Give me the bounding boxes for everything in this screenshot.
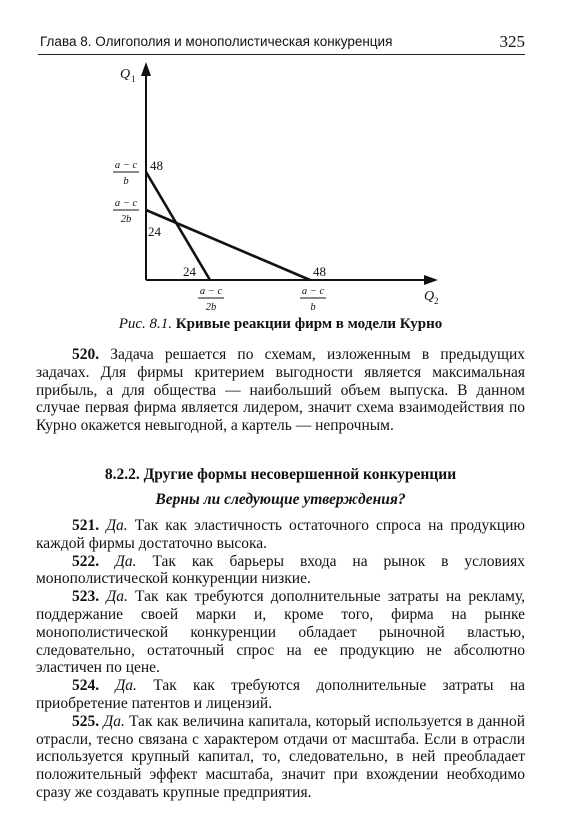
page-number: 325 <box>499 32 525 51</box>
svg-text:2b: 2b <box>120 214 132 225</box>
svg-text:a − c: a − c <box>114 198 138 209</box>
paragraph-text: Задача решается по схемам, изложенным в предыдущих задачах. Для фирмы критерием выгодности является максимальная прибыль, а для общества — наибольший объем выпуска. В данном случае первая фирма является лидером, значит схема взаимодействия по Курно окажется невыгодной, а картель — непрочным. <box>36 346 525 435</box>
x-axis-arrow <box>424 275 438 285</box>
paragraph-520 <box>36 346 525 435</box>
svg-text:a − c: a − c <box>199 286 223 297</box>
y-axis-label: Q <box>120 67 131 82</box>
section-subheading: Верны ли следующие утверждения? <box>155 491 406 508</box>
cournot-reaction-figure <box>0 60 561 315</box>
y-axis-subscript: 1 <box>131 74 136 84</box>
reaction-curve-firm-2 <box>146 210 310 280</box>
x-tick-fraction-2 <box>300 286 326 313</box>
answers-list <box>36 517 525 802</box>
label-48-horizontal: 48 <box>313 264 326 279</box>
label-48-vertical: 48 <box>150 158 163 173</box>
label-24-horizontal: 24 <box>183 264 196 279</box>
x-axis-subscript: 2 <box>434 296 439 306</box>
y-tick-fraction-2 <box>113 198 139 225</box>
caption-prefix: Рис. 8.1. <box>118 316 173 332</box>
x-axis-label: Q <box>424 289 435 304</box>
x-tick-fraction-1 <box>198 286 224 313</box>
answer-524: 524. Да. Так как требуются дополнительные затраты на приобретение патентов и лицензий. <box>36 677 525 712</box>
answer-525: 525. Да. Так как величина капитала, который используется в данной отрасли, тесно связана с характером отдачи от масштаба. Если в отрасли используется крупный капитал, то, следовательно, в ней преобладает положительный эффект масштаба, значит при вхождении необходимо сразу же создавать крупные предприятия. <box>36 712 525 801</box>
svg-text:b: b <box>310 302 316 313</box>
running-title: Глава 8. Олигополия и монополистическая конкуренция <box>40 34 393 49</box>
answer-522: 522. Да. Так как барьеры входа на рынок в условиях монополистической конкуренции низкие. <box>36 552 525 588</box>
svg-text:a − c: a − c <box>114 160 138 171</box>
label-24-vertical: 24 <box>148 224 161 239</box>
y-tick-fraction-1 <box>113 160 139 187</box>
svg-text:a − c: a − c <box>301 286 325 297</box>
section-heading: 8.2.2. Другие формы несовершенной конкуренции <box>104 466 457 483</box>
svg-text:2b: 2b <box>205 302 217 313</box>
y-axis-arrow <box>141 62 151 76</box>
answer-521: 521. Да. Так как эластичность остаточного спроса на продукцию каждой фирмы достаточно высока. <box>36 517 526 552</box>
caption-title: Кривые реакции фирм в модели Курно <box>175 316 443 332</box>
answer-523: 523. Да. Так как требуются дополнительные затраты на рекламу, поддержание своей марки и, кроме того, фирма на рынке монополистической конкуренции обладает рыночной властью, следовательно, остаточный спрос на ее продукцию не абсолютно эластичен по цене. <box>36 588 526 677</box>
svg-text:b: b <box>123 176 129 187</box>
figure-caption <box>0 316 561 333</box>
item-number: 520. <box>72 346 100 363</box>
running-header <box>38 32 525 55</box>
